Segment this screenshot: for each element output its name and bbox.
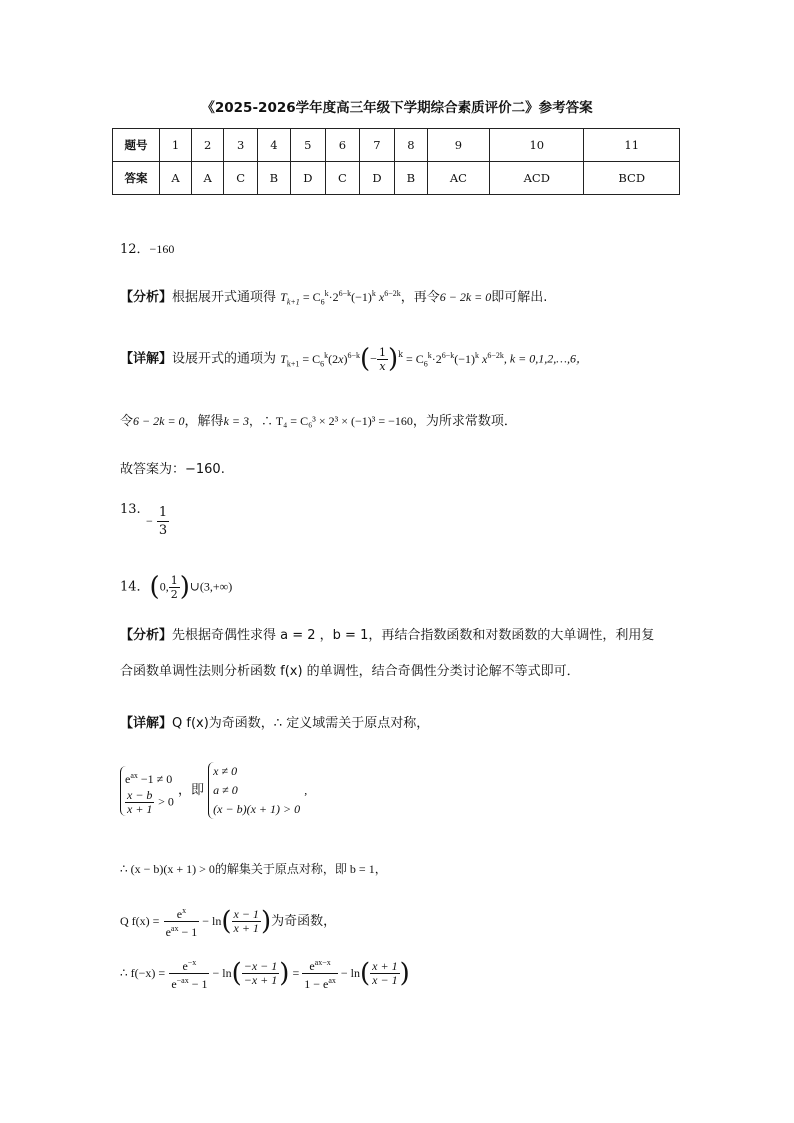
table-cell: 4 bbox=[258, 129, 291, 162]
analysis-text: 根据展开式通项得 bbox=[172, 290, 277, 305]
text: ，即 bbox=[178, 783, 205, 798]
text: Q f(x) = bbox=[120, 914, 160, 928]
text: ∴ f(−x) = bbox=[120, 966, 166, 980]
table-cell: C bbox=[325, 162, 359, 195]
table-cell: A bbox=[192, 162, 224, 195]
table-cell: A bbox=[160, 162, 192, 195]
analysis-text: 先根据奇偶性求得 a = 2 ，b = 1，再结合指数函数和对数函数的大单调性，利用复 bbox=[172, 628, 655, 643]
table-cell: 11 bbox=[584, 129, 680, 162]
table-cell: B bbox=[395, 162, 428, 195]
q12-answer: −160 bbox=[149, 242, 175, 256]
answer-table bbox=[112, 128, 680, 195]
q13-number: 13. bbox=[120, 502, 141, 517]
q14-odd-function: Q f(x) = $\frac{e^x}{e^{ax} - 1}$ − ln( $\frac{x - 1}{x + 1}$ )为奇函数， bbox=[120, 906, 337, 939]
q14-symmetry bbox=[120, 860, 387, 877]
analysis-text: 即可解出. bbox=[491, 290, 548, 305]
detail-tag: 【详解】 bbox=[120, 351, 173, 367]
analysis-tag: 【分析】 bbox=[120, 628, 173, 643]
q14-answer: ∪(3,+∞) bbox=[189, 579, 233, 594]
table-cell: AC bbox=[427, 162, 489, 195]
text: ，解得 bbox=[184, 414, 224, 429]
table-cell: 7 bbox=[359, 129, 394, 162]
q12-conclusion: 故答案为：−160. bbox=[120, 462, 225, 477]
equation: ，∴ T₄ = C₆³ × 2³ × (−1)³ = −160 bbox=[249, 414, 413, 428]
q14-analysis-1 bbox=[120, 624, 654, 643]
text: ，为所求常数项． bbox=[412, 414, 517, 429]
q12-solve bbox=[120, 410, 517, 429]
table-row bbox=[113, 129, 680, 162]
table-row bbox=[113, 162, 680, 195]
formula-term: $T_{k+1}$ bbox=[280, 290, 300, 307]
equation: k = 3 bbox=[223, 414, 249, 428]
table-cell: 5 bbox=[290, 129, 325, 162]
table-cell: C bbox=[224, 162, 258, 195]
table-cell: ACD bbox=[490, 162, 584, 195]
q14-number: 14． bbox=[120, 579, 150, 595]
analysis-text: ，再令 bbox=[400, 290, 440, 305]
equation: 6 − 2k = 0 bbox=[439, 290, 492, 304]
q14-analysis-2: 合函数单调性法则分析函数 f(x) 的单调性，结合奇偶性分类讨论解不等式即可． bbox=[120, 664, 580, 679]
detail-text: 设展开式的通项为 bbox=[172, 351, 277, 367]
table-cell: 10 bbox=[490, 129, 584, 162]
table-cell: 1 bbox=[160, 129, 192, 162]
table-cell: 3 bbox=[224, 129, 258, 162]
table-cell: D bbox=[290, 162, 325, 195]
q14-systems: $e^{ax} -1 \ne 0$ $\frac{x - b}{x + 1}$ > 0 ，即 x ≠ 0 a ≠ 0 (x − b)(x + 1) > 0 , bbox=[120, 762, 307, 819]
range: , k = 0,1,2,…,6， bbox=[503, 351, 588, 366]
table-cell: BCD bbox=[584, 162, 680, 195]
text: 为奇函数， bbox=[271, 914, 337, 929]
q14-detail bbox=[120, 712, 429, 731]
equation: 6 − 2k = 0 bbox=[133, 414, 185, 428]
detail-tag: 【详解】 bbox=[120, 716, 173, 731]
sign: − bbox=[146, 514, 153, 528]
detail-text: Q f(x)为奇函数，∴ 定义域需关于原点对称， bbox=[172, 716, 430, 731]
q14-answer-line: 14．(0, $\frac{1}{2}$ )∪(3,+∞) bbox=[120, 572, 233, 602]
system-1: $e^{ax} -1 \ne 0$ $\frac{x - b}{x + 1}$ > 0 bbox=[120, 766, 174, 816]
q12-number: 12． bbox=[120, 242, 150, 257]
q12-answer-line bbox=[120, 238, 174, 257]
page-title: 《2025-2026学年度高三年级下学期综合素质评价二》参考答案 bbox=[201, 100, 593, 116]
text: 令 bbox=[120, 414, 134, 429]
table-cell: 2 bbox=[192, 129, 224, 162]
table-cell: 6 bbox=[325, 129, 359, 162]
q13-answer bbox=[146, 504, 169, 539]
fraction: $\frac{1}{3}$ bbox=[158, 505, 168, 538]
q14-neg: ∴ f(−x) = $\frac{e^{-x}}{e^{-ax} - 1}$ − ln( $\frac{-x - 1}{-x + 1}$ ) = $\frac{e^{ax-x}}{1 - e^{ax}}$ − ln( $\frac{x + 1}{x - 1}$ ) bbox=[120, 958, 410, 991]
q12-detail: 【详解】设展开式的通项为 $T_{k+1} = C_6^k(2x)^{6-k}(-$ $\frac{1}{x}$ )$^k = C_6^k\cdot 2^{6-k}(-1)^k$ $x^{6-2k}$, k = 0,1,2,…,6， bbox=[120, 344, 588, 374]
table-cell: B bbox=[258, 162, 291, 195]
table-answer-label: 答案 bbox=[113, 162, 160, 195]
q12-analysis: 【分析】根据展开式通项得 $T_{k+1} = C_6^k\cdot 2^{6-k}(-1)^k$ $x^{6-2k}$，再令6 − 2k = 0即可解出. bbox=[120, 289, 548, 307]
table-cell: D bbox=[359, 162, 394, 195]
table-header-label: 题号 bbox=[113, 129, 160, 162]
table-cell: 9 bbox=[427, 129, 489, 162]
text: ∴ (x − b)(x + 1) > 0的解集关于原点对称，即 b = 1， bbox=[120, 862, 387, 876]
analysis-tag: 【分析】 bbox=[120, 290, 173, 305]
table-cell: 8 bbox=[395, 129, 428, 162]
system-2: x ≠ 0 a ≠ 0 (x − b)(x + 1) > 0 bbox=[208, 762, 300, 819]
